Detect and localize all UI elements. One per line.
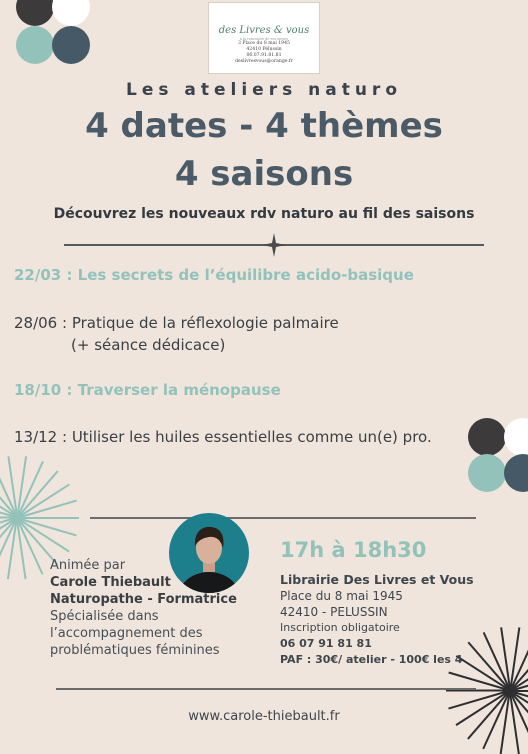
- starburst-ray: [17, 500, 77, 519]
- workshop-3-text: 18/10 : Traverser la ménopause: [14, 381, 281, 399]
- workshop-2: [14, 312, 339, 356]
- divider-middle: [90, 517, 476, 519]
- footer-url[interactable]: www.carole-thiebault.fr: [188, 709, 340, 724]
- workshop-3: [14, 379, 281, 401]
- workshop-1: [14, 264, 414, 286]
- logo-phone: 06.07.91.81.81: [246, 53, 282, 58]
- divider-bottom: [56, 688, 476, 690]
- workshop-4: [14, 426, 432, 448]
- workshop-2-note: (+ séance dédicace): [71, 336, 226, 354]
- starburst-ray: [446, 690, 510, 692]
- bookstore-logo: [208, 2, 320, 74]
- host-info: [50, 557, 237, 659]
- host-name: Carole Thiebault: [50, 575, 171, 590]
- header-kicker: Les ateliers naturo: [126, 80, 402, 100]
- event-time: 17h à 18h30: [280, 538, 427, 562]
- deco-circle-dark-right: [468, 418, 506, 456]
- logo-address-2: 42410 Pélussin: [246, 47, 282, 52]
- event-phone: 06 07 91 81 81: [280, 637, 372, 650]
- event-info: [280, 572, 474, 668]
- deco-circle-white: [52, 0, 90, 26]
- host-intro: Animée par: [50, 558, 126, 573]
- workshop-1-text: 22/03 : Les secrets de l’équilibre acido-basique: [14, 266, 414, 284]
- host-specialty-2: l’accompagnement des: [50, 626, 203, 641]
- deco-circle-slate: [52, 26, 90, 64]
- deco-circle-teal-right: [468, 454, 506, 492]
- deco-circle-white-right: [504, 418, 528, 456]
- host-role: Naturopathe - Formatrice: [50, 592, 237, 607]
- title-line-1: 4 dates - 4 thèmes: [85, 106, 443, 146]
- event-venue: Librairie Des Livres et Vous: [280, 572, 474, 587]
- workshop-4-text: 13/12 : Utiliser les huiles essentielles comme un(e) pro.: [14, 428, 432, 446]
- title-line-2: 4 saisons: [174, 154, 354, 194]
- event-street: Place du 8 mai 1945: [280, 589, 403, 603]
- starburst-ray: [509, 632, 528, 691]
- page-subtitle: Découvrez les nouveaux rdv naturo au fil des saisons: [53, 206, 475, 222]
- host-specialty-1: Spécialisée dans: [50, 609, 159, 624]
- event-city: 42410 - PELUSSIN: [280, 605, 388, 619]
- host-specialty-3: problématiques féminines: [50, 643, 220, 658]
- deco-circle-slate-right: [504, 454, 528, 492]
- sparkle-icon: [262, 233, 286, 257]
- workshop-2-text: 28/06 : Pratique de la réflexologie palmaire: [14, 314, 339, 332]
- event-registration: Inscription obligatoire: [280, 621, 400, 634]
- event-price: PAF : 30€/ atelier - 100€ les 4: [280, 653, 463, 666]
- logo-email: deslivresvous@orange.fr: [235, 59, 293, 64]
- deco-circle-teal: [16, 26, 54, 64]
- logo-brand: des Livres & vous: [218, 25, 310, 36]
- logo-tagline: à la rencontre de vos envies: [239, 37, 289, 41]
- logo-address-1: 3 Place du 8 mai 1945: [238, 41, 290, 46]
- deco-circle-dark: [16, 0, 54, 26]
- starburst-ray: [17, 517, 79, 519]
